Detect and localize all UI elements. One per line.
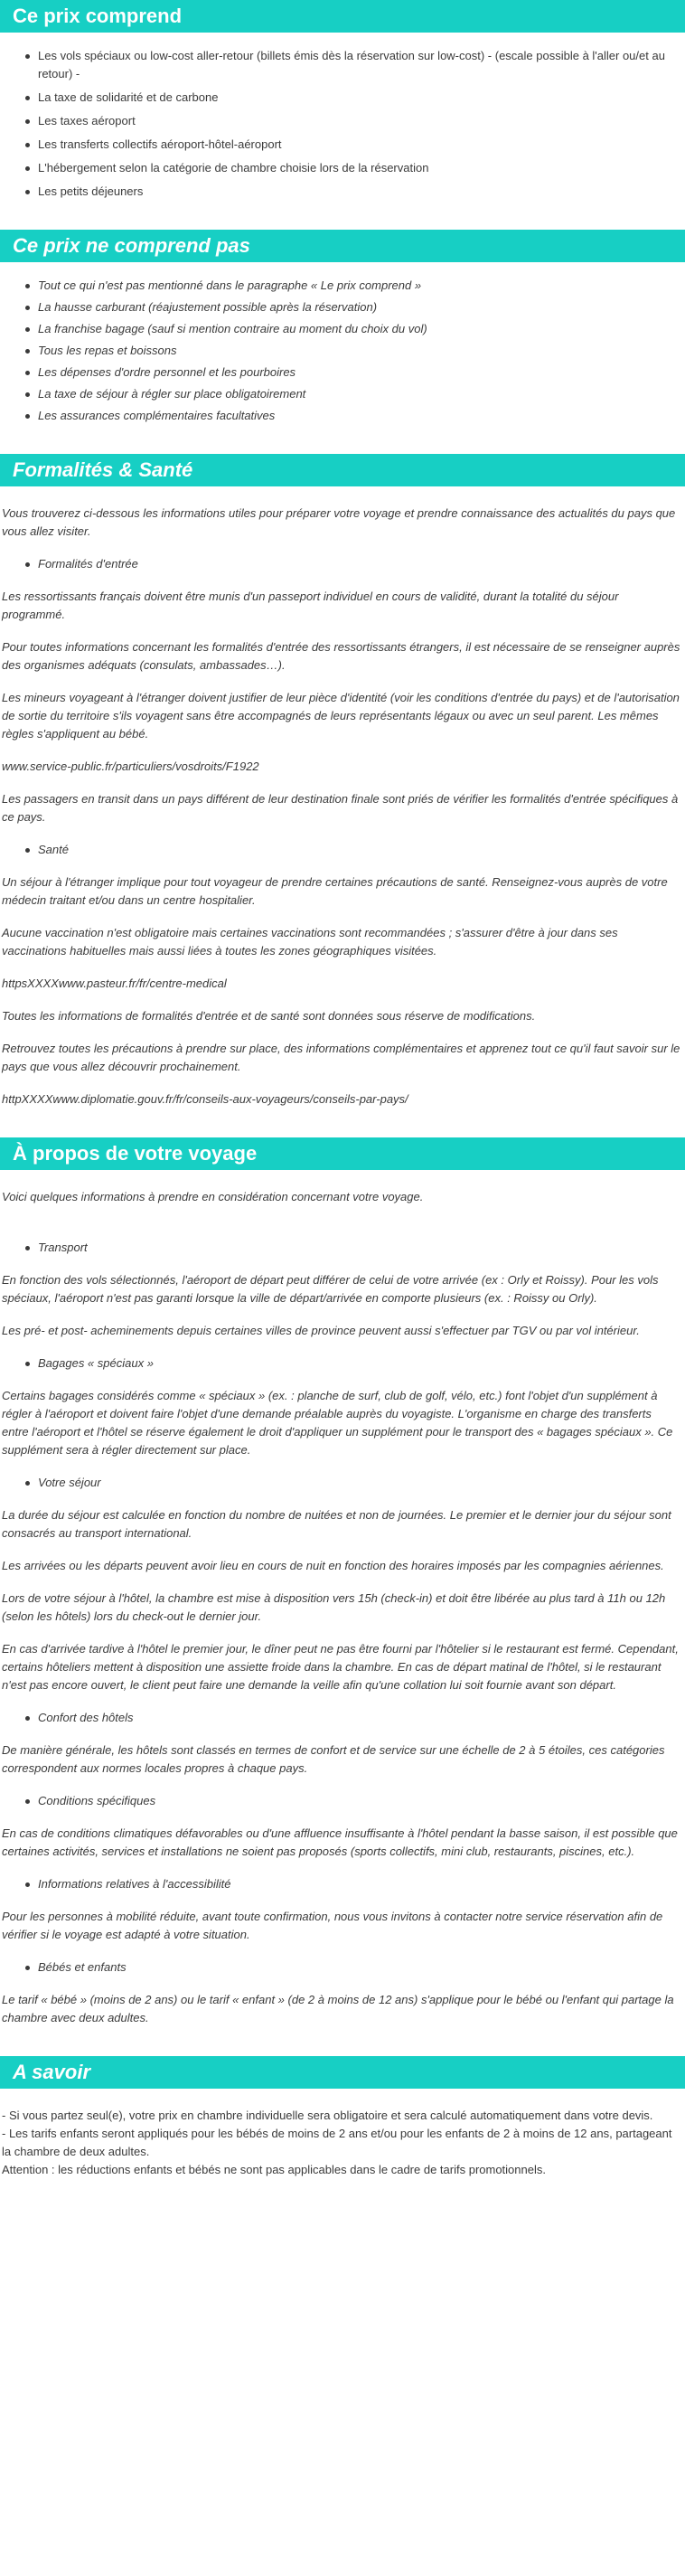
section-title-prix-ne-comprend: Ce prix ne comprend pas [0,230,685,262]
prix-comprend-list [0,47,685,201]
subheading-bagages: Bagages « spéciaux » [0,1354,685,1373]
subheading-sejour: Votre séjour [0,1474,685,1492]
link-pasteur: httpsXXXXwww.pasteur.fr/fr/centre-medical [2,977,227,990]
list-item: Les dépenses d'ordre personnel et les pourboires [38,363,685,382]
section-title-a-savoir: A savoir [0,2056,685,2089]
section-title-apropos: À propos de votre voyage [0,1137,685,1170]
paragraph: Lors de votre séjour à l'hôtel, la chambre est mise à disposition vers 15h (check-in) et doit être libérée au plus tard à 11h ou 12h (selon les hôtels) lors du check-out le dernier jour. [2,1591,666,1623]
subheading-transport: Transport [0,1239,685,1257]
paragraph: En fonction des vols sélectionnés, l'aéroport de départ peut différer de celui de votre arrivée (ex : Orly et Roissy). Pour les vols spéciaux, l'aéroport n'est pas garanti lorsque la ville de départ/arrivée en comporte plusieurs (ex. : Roissy ou Orly). [2,1273,659,1305]
paragraph: Attention : les réductions enfants et bébés ne sont pas applicables dans le cadre de tarifs promotionnels. [2,2163,546,2176]
paragraph: Toutes les informations de formalités d'entrée et de santé sont données sous réserve de modifications. [2,1009,536,1023]
paragraph: En cas d'arrivée tardive à l'hôtel le premier jour, le dîner peut ne pas être fourni par l'hôtelier si le restaurant est fermé. Cependant, certains hôteliers mettent à disposition une assiette froide dans la chambre. En cas de départ matinal de l'hôtel, si le restaurant n'est pas encore ouvert, le client peut faire une demande la veille afin qu'une collation lui soit fournie avant son départ. [2,1642,679,1692]
a-savoir-body [0,2107,685,2179]
paragraph: La durée du séjour est calculée en fonction du nombre de nuitées et non de journées. Le premier et le dernier jour du séjour sont consacrés au transport international. [2,1508,671,1540]
list-item: Les assurances complémentaires facultatives [38,407,685,425]
link-service-public: www.service-public.fr/particuliers/vosdroits/F1922 [2,760,259,773]
subheading-formalites-entree: Formalités d'entrée [0,555,685,573]
paragraph: En cas de conditions climatiques défavorables ou d'une affluence insuffisante à l'hôtel pendant la basse saison, il est possible que certaines activités, services et installations ne soient pas proposés (sports collectifs, mini club, restaurants, piscines, etc.). [2,1826,678,1858]
paragraph: Certains bagages considérés comme « spéciaux » (ex. : planche de surf, club de golf, vélo, etc.) font l'objet d'un supplément à régler à l'aéroport et doivent faire l'objet d'une demande préalable auprès du voyagiste. L'organisme en charge des transferts entre l'aéroport et l'hôtel se réserve également le droit d'appliquer un supplément pour le transport des « bagages spéciaux ». Ce supplément sera à régler directement sur place. [2,1389,673,1457]
list-item: La franchise bagage (sauf si mention contraire au moment du choix du vol) [38,320,685,338]
list-item: Les vols spéciaux ou low-cost aller-retour (billets émis dès la réservation sur low-cost) - (escale possible à l'aller ou/et au retour) - [38,47,685,83]
paragraph: Retrouvez toutes les précautions à prendre sur place, des informations complémentaires et apprenez tout ce qu'il faut savoir sur le pays que vous allez découvrir prochainement. [2,1042,680,1073]
subheading-bebes: Bébés et enfants [0,1958,685,1977]
list-item: La hausse carburant (réajustement possible après la réservation) [38,298,685,316]
apropos-intro: Voici quelques informations à prendre en considération concernant votre voyage. [2,1190,424,1203]
prix-ne-comprend-list [0,277,685,425]
paragraph: Le tarif « bébé » (moins de 2 ans) ou le tarif « enfant » (de 2 à moins de 12 ans) s'applique pour le bébé ou l'enfant qui partage la chambre avec deux adultes. [2,1993,674,2024]
paragraph: Les pré- et post- acheminements depuis certaines villes de province peuvent aussi s'effectuer par TGV ou par vol intérieur. [2,1324,640,1337]
paragraph: Aucune vaccination n'est obligatoire mais certaines vaccinations sont recommandées ; s'assurer d'être à jour dans ses vaccinations habituelles mais aussi liées à toutes les zones géographiques visitées. [2,926,618,958]
paragraph: Les passagers en transit dans un pays différent de leur destination finale sont priés de vérifier les formalités d'entrée spécifiques à ce pays. [2,792,679,824]
link-diplomatie: httpXXXXwww.diplomatie.gouv.fr/fr/conseils-aux-voyageurs/conseils-par-pays/ [2,1092,408,1106]
list-item: L'hébergement selon la catégorie de chambre choisie lors de la réservation [38,159,685,177]
paragraph: Un séjour à l'étranger implique pour tout voyageur de prendre certaines précautions de santé. Renseignez-vous auprès de votre médecin traitant et/ou dans un centre hospitalier. [2,875,668,907]
paragraph: Pour toutes informations concernant les formalités d'entrée des ressortissants étrangers, il est nécessaire de se renseigner auprès des organismes adéquats (consulats, ambassades…). [2,640,680,672]
paragraph: Les arrivées ou les départs peuvent avoir lieu en cours de nuit en fonction des horaires imposés par les compagnies aériennes. [2,1559,664,1572]
subheading-confort: Confort des hôtels [0,1709,685,1727]
list-item: La taxe de séjour à régler sur place obligatoirement [38,385,685,403]
paragraph: - Les tarifs enfants seront appliqués pour les bébés de moins de 2 ans et/ou pour les enfants de 2 à moins de 12 ans, partageant la chambre de deux adultes. [2,2127,672,2158]
list-item: Les taxes aéroport [38,112,685,130]
list-item: Tout ce qui n'est pas mentionné dans le paragraphe « Le prix comprend » [38,277,685,295]
paragraph: Pour les personnes à mobilité réduite, avant toute confirmation, nous vous invitons à contacter notre service réservation afin de vérifier si le voyage est adapté à votre situation. [2,1910,663,1941]
section-title-formalites: Formalités & Santé [0,454,685,486]
paragraph: Les mineurs voyageant à l'étranger doivent justifier de leur pièce d'identité (voir les conditions d'entrée du pays) et de l'autorisation de sortie du territoire s'ils voyagent sans être accompagnés de leurs représentants légaux ou avec un seul parent. Les mêmes règles s'appliquent au bébé. [2,691,680,741]
paragraph: De manière générale, les hôtels sont classés en termes de confort et de service sur une échelle de 2 à 5 étoiles, ces catégories correspondent aux normes locales propres à chaque pays. [2,1743,665,1775]
paragraph: Les ressortissants français doivent être munis d'un passeport individuel en cours de validité, durant la totalité du séjour programmé. [2,590,619,621]
list-item: Les transferts collectifs aéroport-hôtel-aéroport [38,136,685,154]
subheading-sante: Santé [0,841,685,859]
subheading-accessibilite: Informations relatives à l'accessibilité [0,1875,685,1893]
formalites-body [0,505,685,1109]
paragraph: - Si vous partez seul(e), votre prix en chambre individuelle sera obligatoire et sera calculé automatiquement dans votre devis. [2,2109,653,2122]
list-item: Les petits déjeuners [38,183,685,201]
apropos-body [0,1188,685,2027]
list-item: La taxe de solidarité et de carbone [38,89,685,107]
formalites-intro: Vous trouverez ci-dessous les informations utiles pour préparer votre voyage et prendre connaissance des actualités du pays que vous allez visiter. [2,506,676,538]
list-item: Tous les repas et boissons [38,342,685,360]
subheading-conditions: Conditions spécifiques [0,1792,685,1810]
section-title-prix-comprend: Ce prix comprend [0,0,685,33]
